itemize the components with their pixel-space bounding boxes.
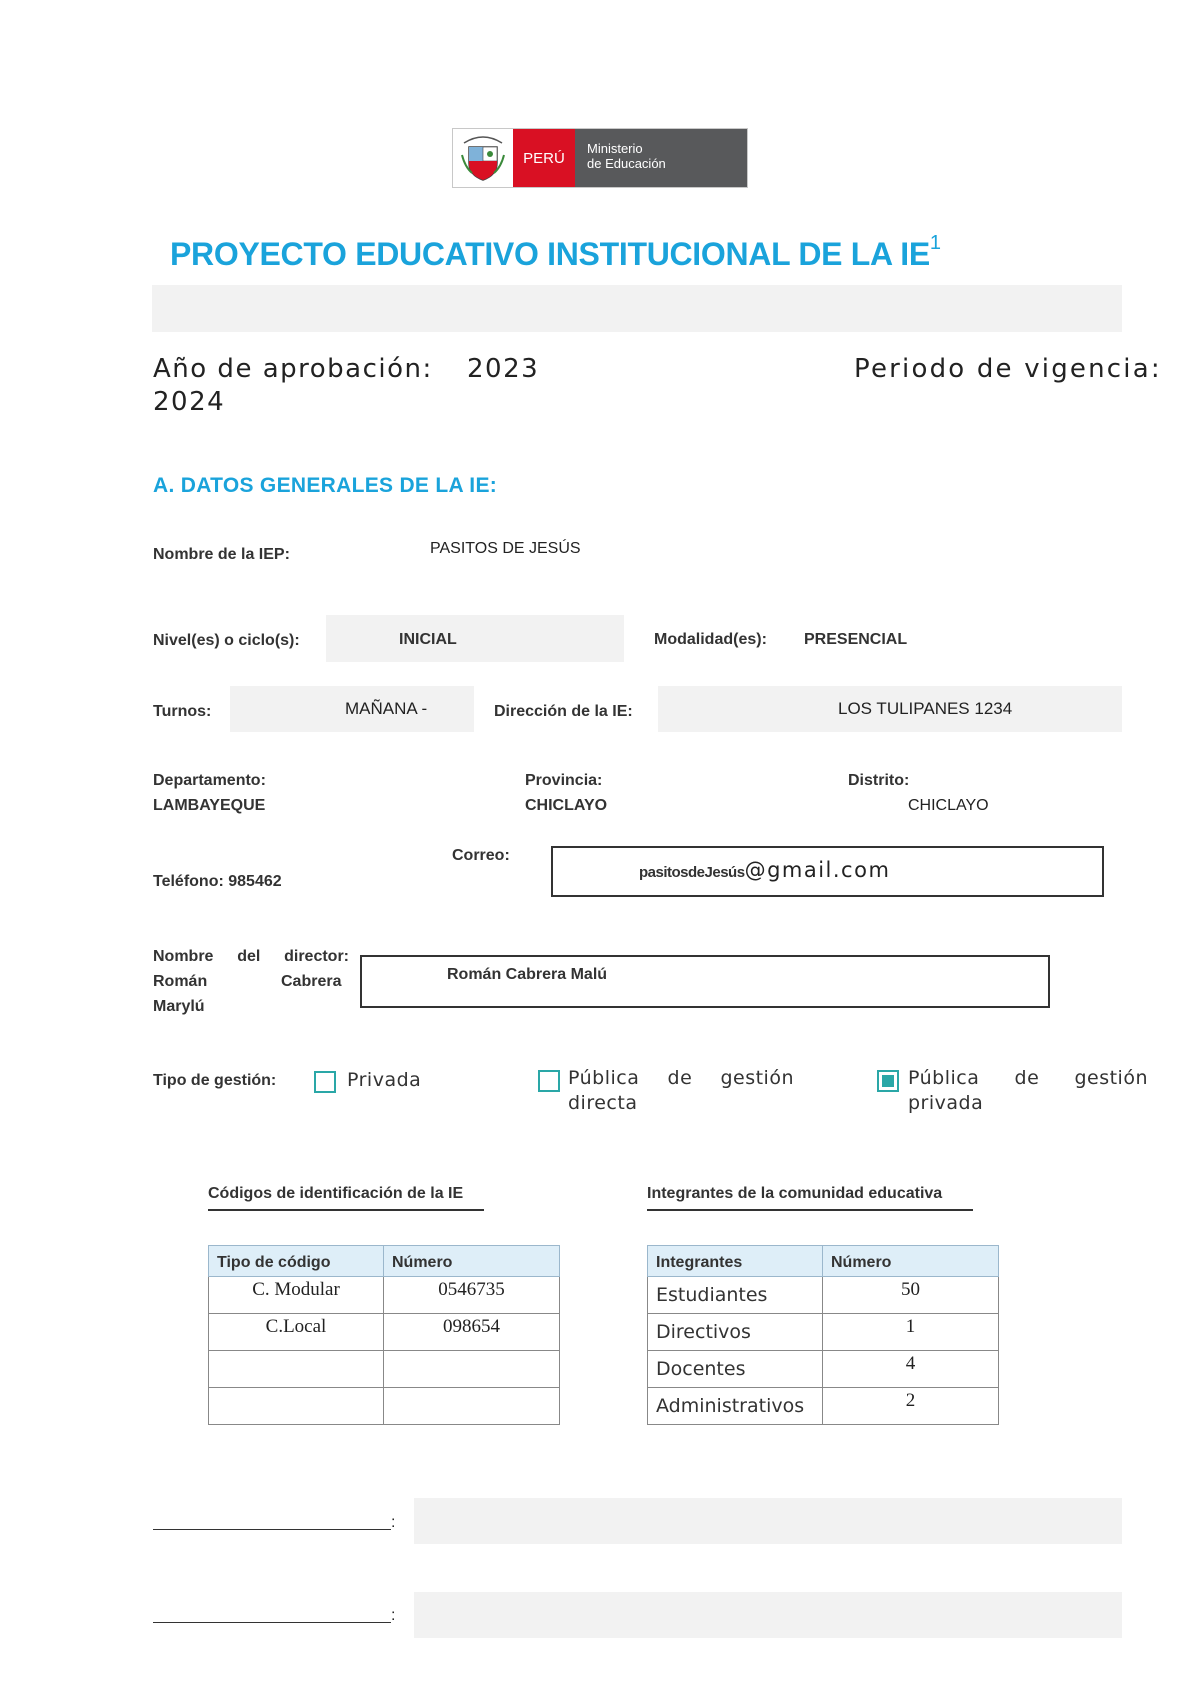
table-row — [209, 1314, 560, 1351]
codes-cell-type[interactable] — [209, 1351, 384, 1388]
section-a-heading: A. DATOS GENERALES DE LA IE: — [153, 474, 498, 497]
community-cell-number[interactable]: 1 — [823, 1314, 999, 1351]
codes-cell-type[interactable]: C. Modular — [209, 1277, 384, 1314]
table-row — [209, 1388, 560, 1425]
shift-label: Turnos: — [153, 703, 212, 720]
codes-cell-number[interactable]: 0546735 — [384, 1277, 560, 1314]
codes-table-heading: Códigos de identificación de la IE — [208, 1185, 484, 1211]
approval-year-value: 2023 — [467, 354, 540, 384]
codes-cell-number[interactable]: 098654 — [384, 1314, 560, 1351]
table-row — [209, 1351, 560, 1388]
logo-country: PERÚ — [513, 129, 575, 187]
document-title — [170, 232, 941, 273]
management-public-private-label-line2: privada — [908, 1092, 984, 1114]
table-row — [648, 1351, 999, 1388]
management-public-direct-label-line1: Pública de gestión — [568, 1067, 794, 1089]
management-public-private-checkbox[interactable] — [877, 1070, 899, 1092]
table-row — [648, 1277, 999, 1314]
validity-value: 2024 — [153, 387, 226, 417]
community-cell-number[interactable]: 4 — [823, 1351, 999, 1388]
table-row — [648, 1314, 999, 1351]
codes-col-type: Tipo de código — [209, 1246, 384, 1277]
codes-col-number: Número — [384, 1246, 560, 1277]
ie-name-label: Nombre de la IEP: — [153, 546, 290, 563]
community-cell-number[interactable]: 50 — [823, 1277, 999, 1314]
level-field[interactable] — [326, 615, 624, 662]
department-value: LAMBAYEQUE — [153, 797, 266, 814]
peru-coat-of-arms-icon — [453, 129, 513, 187]
community-cell-member: Docentes — [648, 1351, 823, 1388]
province-label: Provincia: — [525, 772, 603, 789]
management-label: Tipo de gestión: — [153, 1072, 277, 1089]
logo-ministry-line1: Ministerio — [587, 141, 643, 156]
footer-colon-1: : — [391, 1514, 396, 1531]
codes-table — [208, 1245, 560, 1425]
title-footnote: 1 — [929, 232, 941, 255]
level-value: INICIAL — [399, 631, 457, 648]
footer-field-1[interactable] — [414, 1498, 1122, 1544]
footer-colon-2: : — [391, 1607, 396, 1624]
ie-name-value: PASITOS DE JESÚS — [430, 540, 581, 557]
shift-value: MAÑANA - — [345, 699, 428, 718]
management-public-direct-checkbox[interactable] — [538, 1070, 560, 1092]
community-col-number: Número — [823, 1246, 999, 1277]
community-cell-member: Estudiantes — [648, 1277, 823, 1314]
modality-label: Modalidad(es): — [654, 631, 767, 648]
codes-cell-number[interactable] — [384, 1351, 560, 1388]
codes-cell-type[interactable] — [209, 1388, 384, 1425]
community-table-header-row — [648, 1246, 999, 1277]
codes-cell-number[interactable] — [384, 1388, 560, 1425]
footer-field-2[interactable] — [414, 1592, 1122, 1638]
department-label: Departamento: — [153, 772, 266, 789]
validity-label: Periodo de vigencia: — [854, 354, 1162, 384]
modality-value: PRESENCIAL — [804, 631, 908, 648]
minedu-logo — [452, 128, 748, 188]
address-label: Dirección de la IE: — [494, 703, 633, 720]
province-value: CHICLAYO — [525, 797, 608, 814]
table-row — [209, 1277, 560, 1314]
community-col-members: Integrantes — [648, 1246, 823, 1277]
community-cell-member: Administrativos — [648, 1388, 823, 1425]
logo-ministry — [575, 129, 747, 187]
director-label-line1: Nombre del director: — [153, 948, 349, 965]
table-row — [648, 1388, 999, 1425]
community-cell-number[interactable]: 2 — [823, 1388, 999, 1425]
management-public-private-label-line1: Pública de gestión — [908, 1067, 1148, 1089]
email-value — [639, 858, 890, 882]
district-value: CHICLAYO — [908, 797, 989, 814]
director-label-line2a: Román — [153, 973, 208, 990]
ie-name-field[interactable] — [152, 285, 1122, 332]
approval-year-label: Año de aprobación: — [153, 354, 433, 384]
management-private-checkbox[interactable] — [314, 1071, 336, 1093]
phone-label: Teléfono: 985462 — [153, 873, 282, 890]
title-text: PROYECTO EDUCATIVO INSTITUCIONAL DE LA IE — [170, 236, 930, 272]
level-label: Nivel(es) o ciclo(s): — [153, 632, 300, 649]
community-table — [647, 1245, 999, 1425]
community-cell-member: Directivos — [648, 1314, 823, 1351]
email-user: pasitosdeJesús — [639, 864, 745, 881]
management-public-direct-label-line2: directa — [568, 1092, 638, 1114]
director-label-line3: Marylú — [153, 998, 205, 1015]
address-value: LOS TULIPANES 1234 — [838, 699, 1013, 718]
logo-ministry-line2: de Educación — [587, 156, 666, 171]
district-label: Distrito: — [848, 772, 910, 789]
management-private-label: Privada — [347, 1069, 422, 1091]
email-domain: @gmail.com — [744, 858, 891, 882]
community-table-heading: Integrantes de la comunidad educativa — [647, 1185, 973, 1211]
footer-label-line-2[interactable] — [153, 1622, 391, 1623]
footer-label-line-1[interactable] — [153, 1529, 391, 1530]
director-label-line2b: Cabrera — [281, 973, 342, 990]
codes-table-header-row — [209, 1246, 560, 1277]
email-label: Correo: — [452, 847, 510, 864]
codes-cell-type[interactable]: C.Local — [209, 1314, 384, 1351]
director-value: Román Cabrera Malú — [447, 966, 608, 983]
